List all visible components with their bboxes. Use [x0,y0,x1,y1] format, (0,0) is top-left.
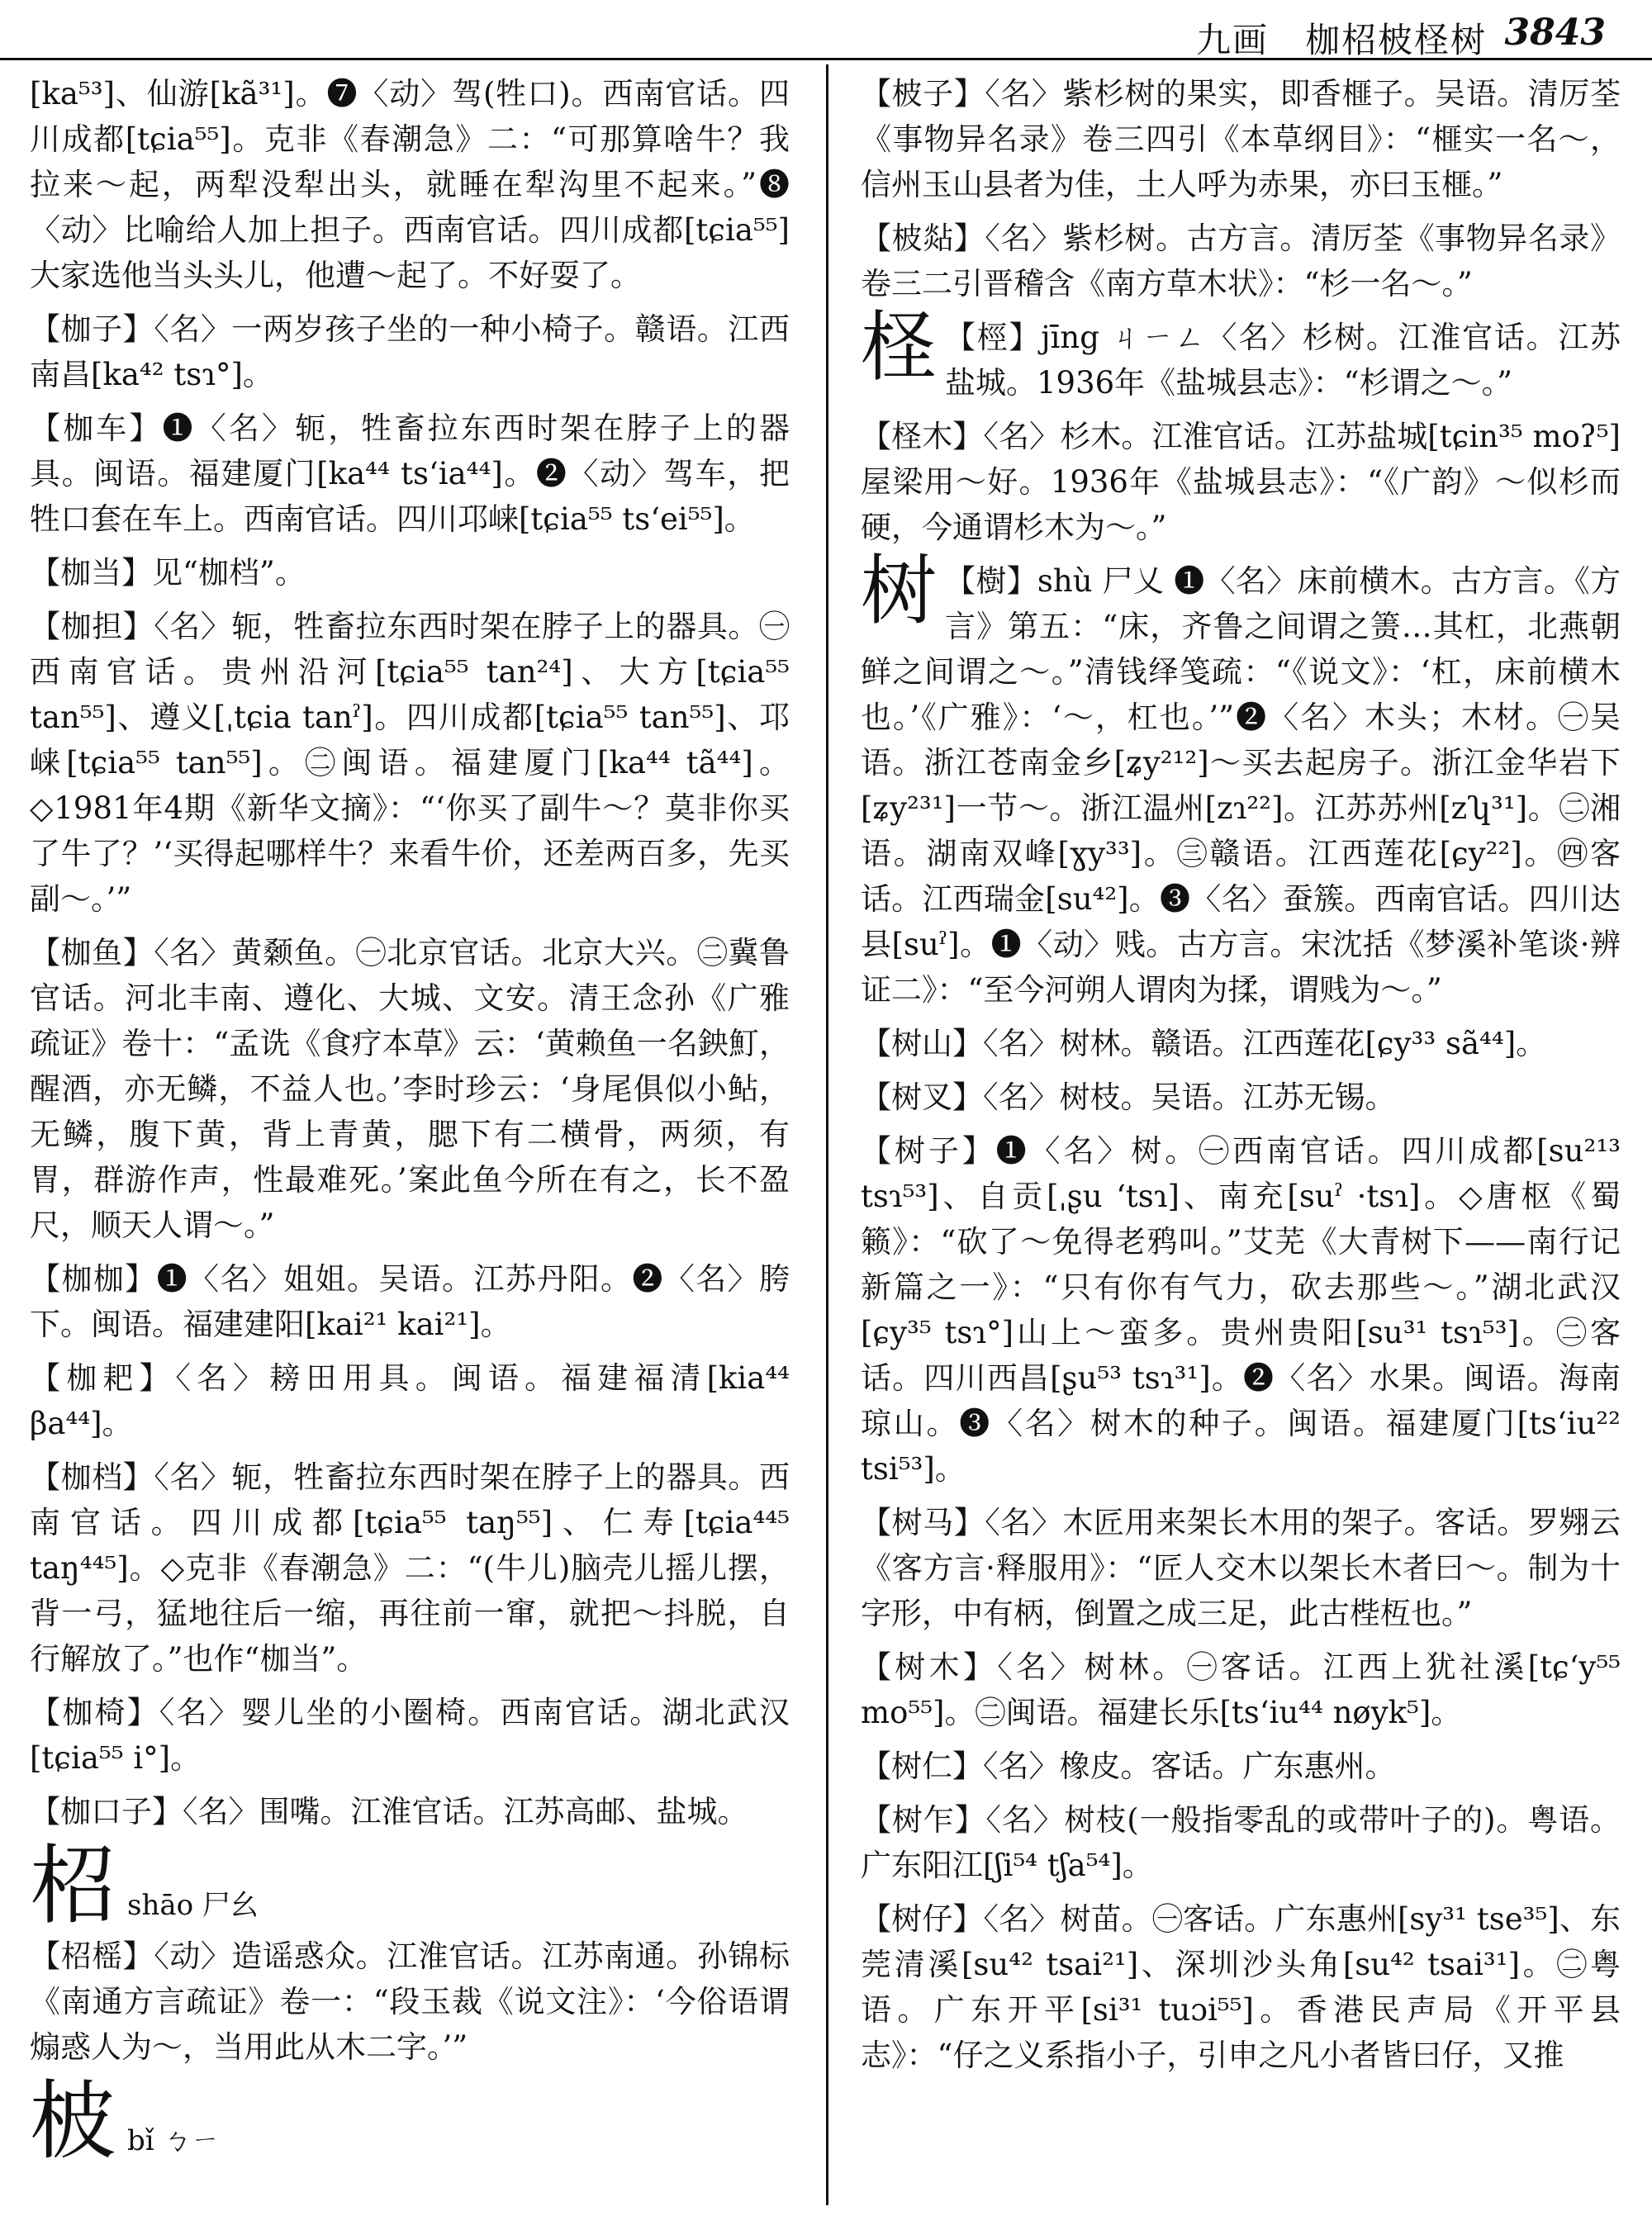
entry-shaoyao: 【柖榣】〈动〉造谣惑众。江淮官话。江苏南通。孙锦标《南通方言疏证》卷一：“段玉裁《说文注》：‘今俗语谓煽惑人为～，当用此从木二字。’” [30,1938,790,2065]
headword-char: 树 [861,547,938,635]
headword-definition: 【桱】jīng ㄐㄧㄥ〈名〉杉树。江淮官话。江苏盐城。1936年《盐城县志》：“杉谓之～。” [945,320,1621,401]
headword-pron: bǐ ㄅㄧ [127,2124,220,2157]
right-column [861,71,1621,2202]
entry-shumu: 【树木】〈名〉树林。㊀客话。江西上犹社溪[tɕ‘y⁵⁵ mo⁵⁵]。㊁闽语。福建长乐[ts‘iu⁴⁴ nøyk⁵]。 [861,1649,1621,1730]
headword-definition: 【樹】shù 尸乂 ❶〈名〉床前横木。古方言。《方言》第五：“床，齐鲁之间谓之箦…其杠，北燕朝鲜之间谓之～。”清钱绎笺疏：“《说文》：‘杠，床前横木也。’《广雅》：‘～，杠也。’”❷〈名〉木头；木材。㊀吴语。浙江苍南金乡[ʑy²¹²]～买去起房子。浙江金华岩下[ʑy²³¹]一节～。浙江温州[zɿ²²]。江苏苏州[zʮ³¹]。㊁湘语。湖南双峰[ɣy³³]。㊂赣语。江西莲花[ɕy²²]。㊃客话。江西瑞金[su⁴²]。❸〈名〉蚕簇。西南官话。四川达县[suˀ]。❶〈动〉贱。古方言。宋沈括《梦溪补笔谈·辨证二》：“至今河朔人谓肉为揉，谓贱为～。” [861,563,1621,1008]
entry-shuzi: 【树子】❶〈名〉树。㊀西南官话。四川成都[su²¹³ tsɿ⁵³]、自贡[ˌʂu ‘tsɿ]、南充[suˀ ·tsɿ]。◇唐枢《蜀籁》：“砍了～免得老鸦叫。”艾芜《大青树下——南行记新篇之一》：“只有你有气力，砍去那些～。”湖北武汉[ɕy³⁵ tsɿ°]山上～蛮多。贵州贵阳[su³¹ tsɿ⁵³]。㊁客话。四川西昌[ʂu⁵³ tsɿ³¹]。❷〈名〉水果。闽语。海南琼山。❸〈名〉树木的种子。闽语。福建厦门[ts‘iu²² tsi⁵³]。 [861,1133,1621,1487]
entry-jiajia: 【枷枷】❶〈名〉姐姐。吴语。江苏丹阳。❷〈名〉胯下。闽语。福建建阳[kai²¹ kai²¹]。 [30,1261,790,1342]
headword-cheng [861,303,1621,406]
entry-shuzai: 【树仔】〈名〉树苗。㊀客话。广东惠州[sy³¹ tse³⁵]、东莞清溪[su⁴² tsai²¹]、深圳沙头角[su⁴² tsai³¹]。㊁粤语。广东开平[si³¹ tuɔi⁵⁵]。香港民声局《开平县志》：“仔之义系指小子，引申之凡小者皆曰仔，又推 [861,1901,1621,2073]
page-header [0,0,1652,60]
entry-jiadang: 【枷当】见“枷档”。 [30,555,306,591]
entry-jiakouzi: 【枷口子】〈名〉围嘴。江淮官话。江苏高邮、盐城。 [30,1794,748,1829]
headword-bi [30,2071,790,2171]
entry-shuren: 【树仁】〈名〉橡皮。客话。广东惠州。 [861,1748,1396,1784]
entry-jiache: 【枷车】❶〈名〉轭，牲畜拉东西时架在脖子上的器具。闽语。福建厦门[ka⁴⁴ ts‘ia⁴⁴]。❷〈动〉驾车，把牲口套在车上。西南官话。四川邛崃[tɕia⁵⁵ ts‘ei⁵⁵]。 [30,410,790,537]
column-divider [826,64,828,2205]
entry-shucha: 【树叉】〈名〉树枝。吴语。江苏无锡。 [861,1079,1396,1115]
entry-bishan: 【柀煔】〈名〉紫杉树。古方言。清厉荃《事物异名录》卷三二引晋稽含《南方草木状》：“杉一名～。” [861,221,1621,301]
headword-char: 柽 [861,303,938,391]
running-title: 九画 枷柖柀柽树 [1195,20,1487,60]
entry-continuation: [ka⁵³]、仙游[kã³¹]。❼〈动〉驾(牲口)。西南官话。四川成都[tɕia⁵⁵]。克非《春潮急》二：“可那算啥牛？我拉来～起，两犁没犁出头，就睡在犁沟里不起来。”❽〈动〉比喻给人加上担子。西南官话。四川成都[tɕia⁵⁵]大家选他当头头儿，他遭～起了。不好耍了。 [30,76,790,293]
headword-shao [30,1835,790,1936]
entry-jiazi: 【枷子】〈名〉一两岁孩子坐的一种小椅子。赣语。江西南昌[ka⁴² tsɿ°]。 [30,311,790,392]
entry-jiadan: 【枷担】〈名〉轭，牲畜拉东西时架在脖子上的器具。㊀西南官话。贵州沿河[tɕia⁵⁵ tan²⁴]、大方[tɕia⁵⁵ tan⁵⁵]、遵义[ˌtɕia tanˀ]。四川成都[tɕia⁵⁵ tan⁵⁵]、邛崃[tɕia⁵⁵ tan⁵⁵]。㊁闽语。福建厦门[ka⁴⁴ tã⁴⁴]。◇1981年4期《新华文摘》：“‘你买了副牛～？莫非你买了牛了？’‘买得起哪样牛？来看牛价，还差两百多，先买副～。’” [30,609,790,917]
entry-jiayi: 【枷椅】〈名〉婴儿坐的小圈椅。西南官话。湖北武汉[tɕia⁵⁵ i°]。 [30,1695,790,1776]
left-column [30,71,790,2202]
entry-jiadang2: 【枷档】〈名〉轭，牲畜拉东西时架在脖子上的器具。西南官话。四川成都[tɕia⁵⁵ taŋ⁵⁵]、仁寿[tɕia⁴⁴⁵ taŋ⁴⁴⁵]。◇克非《春潮急》二：“(牛儿)脑壳儿摇儿摆，背一弓，猛地往后一缩，再往前一窜，就把～抖脱，自行解放了。”也作“枷当”。 [30,1459,790,1677]
headword-char: 柖 [30,1835,116,1936]
headword-pron: shāo 尸幺 [127,1889,259,1922]
entry-jiapa: 【枷耙】〈名〉耪田用具。闽语。福建福清[kia⁴⁴ βa⁴⁴]。 [30,1360,790,1441]
entry-chengmu: 【柽木】〈名〉杉木。江淮官话。江苏盐城[tɕin³⁵ moʔ⁵]屋梁用～好。1936年《盐城县志》：“《广韵》～似杉而硬，今通谓杉木为～。” [861,419,1621,545]
entry-shushan: 【树山】〈名〉树林。赣语。江西莲花[ɕy³³ sã⁴⁴]。 [861,1026,1547,1061]
entry-bizi: 【柀子】〈名〉紫杉树的果实，即香榧子。吴语。清厉荃《事物异名录》卷三四引《本草纲目》：“榧实一名～，信州玉山县者为佳，土人呼为赤果，亦曰玉榧。” [861,76,1621,202]
headword-shu [861,547,1621,1013]
entry-shuzha: 【树乍】〈名〉树枝(一般指零乱的或带叶子的)。粤语。广东阳江[ʃi⁵⁴ tʃa⁵⁴]。 [861,1802,1621,1883]
headword-char: 柀 [30,2071,116,2171]
page-number: 3843 [1504,12,1606,54]
entry-shuma: 【树马】〈名〉木匠用来架长木用的架子。客话。罗翙云《客方言·释服用》：“匠人交木以架长木者曰～。制为十字形，中有柄，倒置之成三足，此古梐枑也。” [861,1505,1621,1631]
entry-jiayu: 【枷鱼】〈名〉黄颡鱼。㊀北京官话。北京大兴。㊁冀鲁官话。河北丰南、遵化、大城、文安。清王念孙《广雅疏证》卷十：“孟诜《食疗本草》云：‘黄赖鱼一名鉠䰳，醒酒，亦无鳞，不益人也。’李时珍云：‘身尾俱似小鲇，无鳞，腹下黄，背上青黄，腮下有二横骨，两须，有胃，群游作声，性最难死。’案此鱼今所在有之，长不盈尺，顺天人谓～。” [30,935,790,1243]
